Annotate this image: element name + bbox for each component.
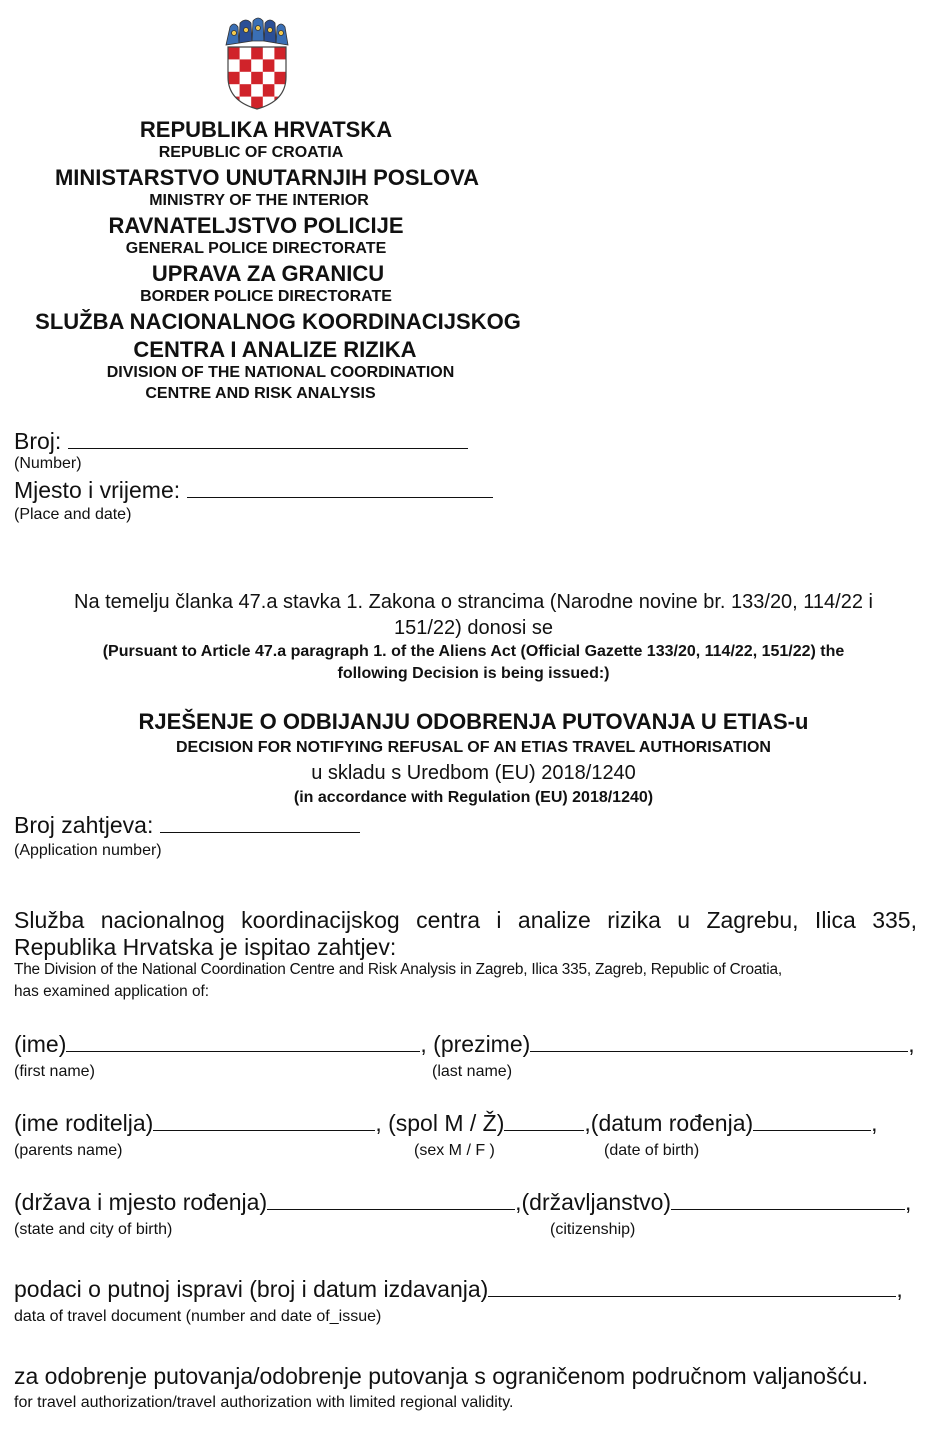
- division-en-1: DIVISION OF THE NATIONAL COORDINATION: [106, 364, 455, 381]
- place-sub: (Place and date): [14, 506, 132, 523]
- regulation-hr: u skladu s Uredbom (EU) 2018/1240: [311, 762, 636, 784]
- division-hr-1: SLUŽBA NACIONALNOG KOORDINACIJSKOG: [35, 309, 521, 334]
- examination-en-2: has examined application of:: [14, 983, 210, 1000]
- sex-label: , (spol M / Ž): [375, 1110, 505, 1136]
- parents-row[interactable]: [14, 1110, 878, 1137]
- citizenship-sub: (citizenship): [550, 1221, 636, 1238]
- place-label: Mjesto i vrijeme:: [14, 477, 181, 503]
- closing-hr: za odobrenje putovanja/odobrenje putovanja s ograničenom područnom valjanošću.: [14, 1363, 869, 1389]
- parents-sub: (parents name): [14, 1142, 123, 1159]
- first-name-field[interactable]: [14, 1031, 915, 1058]
- last-name-line[interactable]: [530, 1032, 908, 1052]
- citizenship-label: ,(državljanstvo): [515, 1189, 672, 1215]
- citizenship-line[interactable]: [671, 1190, 905, 1210]
- number-field[interactable]: [14, 428, 468, 455]
- directorate-hr: RAVNATELJSTVO POLICIJE: [108, 213, 404, 238]
- comma: ,: [905, 1189, 912, 1215]
- comma: ,: [871, 1110, 878, 1136]
- application-number-field[interactable]: [14, 812, 360, 839]
- parents-label: (ime roditelja): [14, 1110, 154, 1136]
- decision-title-hr: RJEŠENJE O ODBIJANJU ODOBRENJA PUTOVANJA U ETIAS-u: [138, 709, 809, 734]
- travel-doc-sub: data of travel document (number and date of_issue): [14, 1308, 382, 1325]
- travel-doc-row[interactable]: [14, 1276, 903, 1303]
- dob-label: ,(datum rođenja): [584, 1110, 754, 1136]
- directorate-en: GENERAL POLICE DIRECTORATE: [125, 240, 387, 257]
- examination-en-1: The Division of the National Coordination Centre and Risk Analysis in Zagreb, Ilica 335, Zagreb, Republic of Croatia,: [14, 961, 782, 978]
- birthplace-line[interactable]: [267, 1190, 515, 1210]
- last-name-sub: (last name): [432, 1063, 513, 1080]
- republic-hr: REPUBLIKA HRVATSKA: [139, 117, 393, 142]
- sex-sub: (sex M / F ): [414, 1142, 495, 1159]
- legal-basis-en-1: (Pursuant to Article 47.a paragraph 1. of the Aliens Act (Official Gazette 133/20, 114/22, 151/22) the: [102, 643, 845, 660]
- republic-en: REPUBLIC OF CROATIA: [158, 144, 344, 161]
- comma: ,: [896, 1276, 903, 1302]
- application-number-line[interactable]: [160, 813, 360, 833]
- application-number-label: Broj zahtjeva:: [14, 812, 154, 838]
- closing-en: for travel authorization/travel authorization with limited regional validity.: [14, 1394, 514, 1411]
- regulation-en: (in accordance with Regulation (EU) 2018/1240): [293, 789, 654, 806]
- last-name-label: , (prezime): [420, 1031, 531, 1057]
- legal-basis-hr-2: 151/22) donosi se: [393, 617, 553, 639]
- first-name-sub: (first name): [14, 1063, 95, 1080]
- birthplace-label: (država i mjesto rođenja): [14, 1189, 268, 1215]
- sex-line[interactable]: [504, 1111, 584, 1131]
- first-name-line[interactable]: [66, 1032, 420, 1052]
- travel-doc-line[interactable]: [488, 1277, 896, 1297]
- application-number-sub: (Application number): [14, 842, 162, 859]
- division-hr-2: CENTRA I ANALIZE RIZIKA: [133, 337, 417, 362]
- birthplace-sub: (state and city of birth): [14, 1221, 173, 1238]
- examination-hr-1: Služba nacionalnog koordinacijskog centra i analize rizika u Zagrebu, Ilica 335,: [14, 907, 917, 933]
- decision-title-en: DECISION FOR NOTIFYING REFUSAL OF AN ETIAS TRAVEL AUTHORISATION: [176, 739, 771, 756]
- place-field[interactable]: [14, 477, 493, 504]
- first-name-label: (ime): [14, 1031, 67, 1057]
- legal-basis-en-2: following Decision is being issued:): [337, 665, 610, 682]
- ministry-en: MINISTRY OF THE INTERIOR: [149, 192, 369, 209]
- number-label: Broj:: [14, 428, 62, 454]
- comma: ,: [908, 1031, 915, 1057]
- ministry-hr: MINISTARSTVO UNUTARNJIH POSLOVA: [54, 165, 480, 190]
- place-line[interactable]: [187, 478, 493, 498]
- border-en: BORDER POLICE DIRECTORATE: [140, 288, 392, 305]
- dob-sub: (date of birth): [604, 1142, 700, 1159]
- border-hr: UPRAVA ZA GRANICU: [151, 261, 385, 286]
- division-en-2: CENTRE AND RISK ANALYSIS: [145, 385, 376, 402]
- number-line[interactable]: [68, 429, 468, 449]
- number-sub: (Number): [14, 455, 82, 472]
- parents-line[interactable]: [153, 1111, 375, 1131]
- legal-basis-hr-1: Na temelju članka 47.a stavka 1. Zakona o strancima (Narodne novine br. 133/20, 114/22 i: [74, 591, 873, 613]
- dob-line[interactable]: [753, 1111, 871, 1131]
- travel-doc-label: podaci o putnoj ispravi (broj i datum izdavanja): [14, 1276, 489, 1302]
- croatian-coat-of-arms-icon: [220, 15, 292, 111]
- examination-hr-2: Republika Hrvatska je ispitao zahtjev:: [14, 934, 397, 960]
- birthplace-row[interactable]: [14, 1189, 911, 1216]
